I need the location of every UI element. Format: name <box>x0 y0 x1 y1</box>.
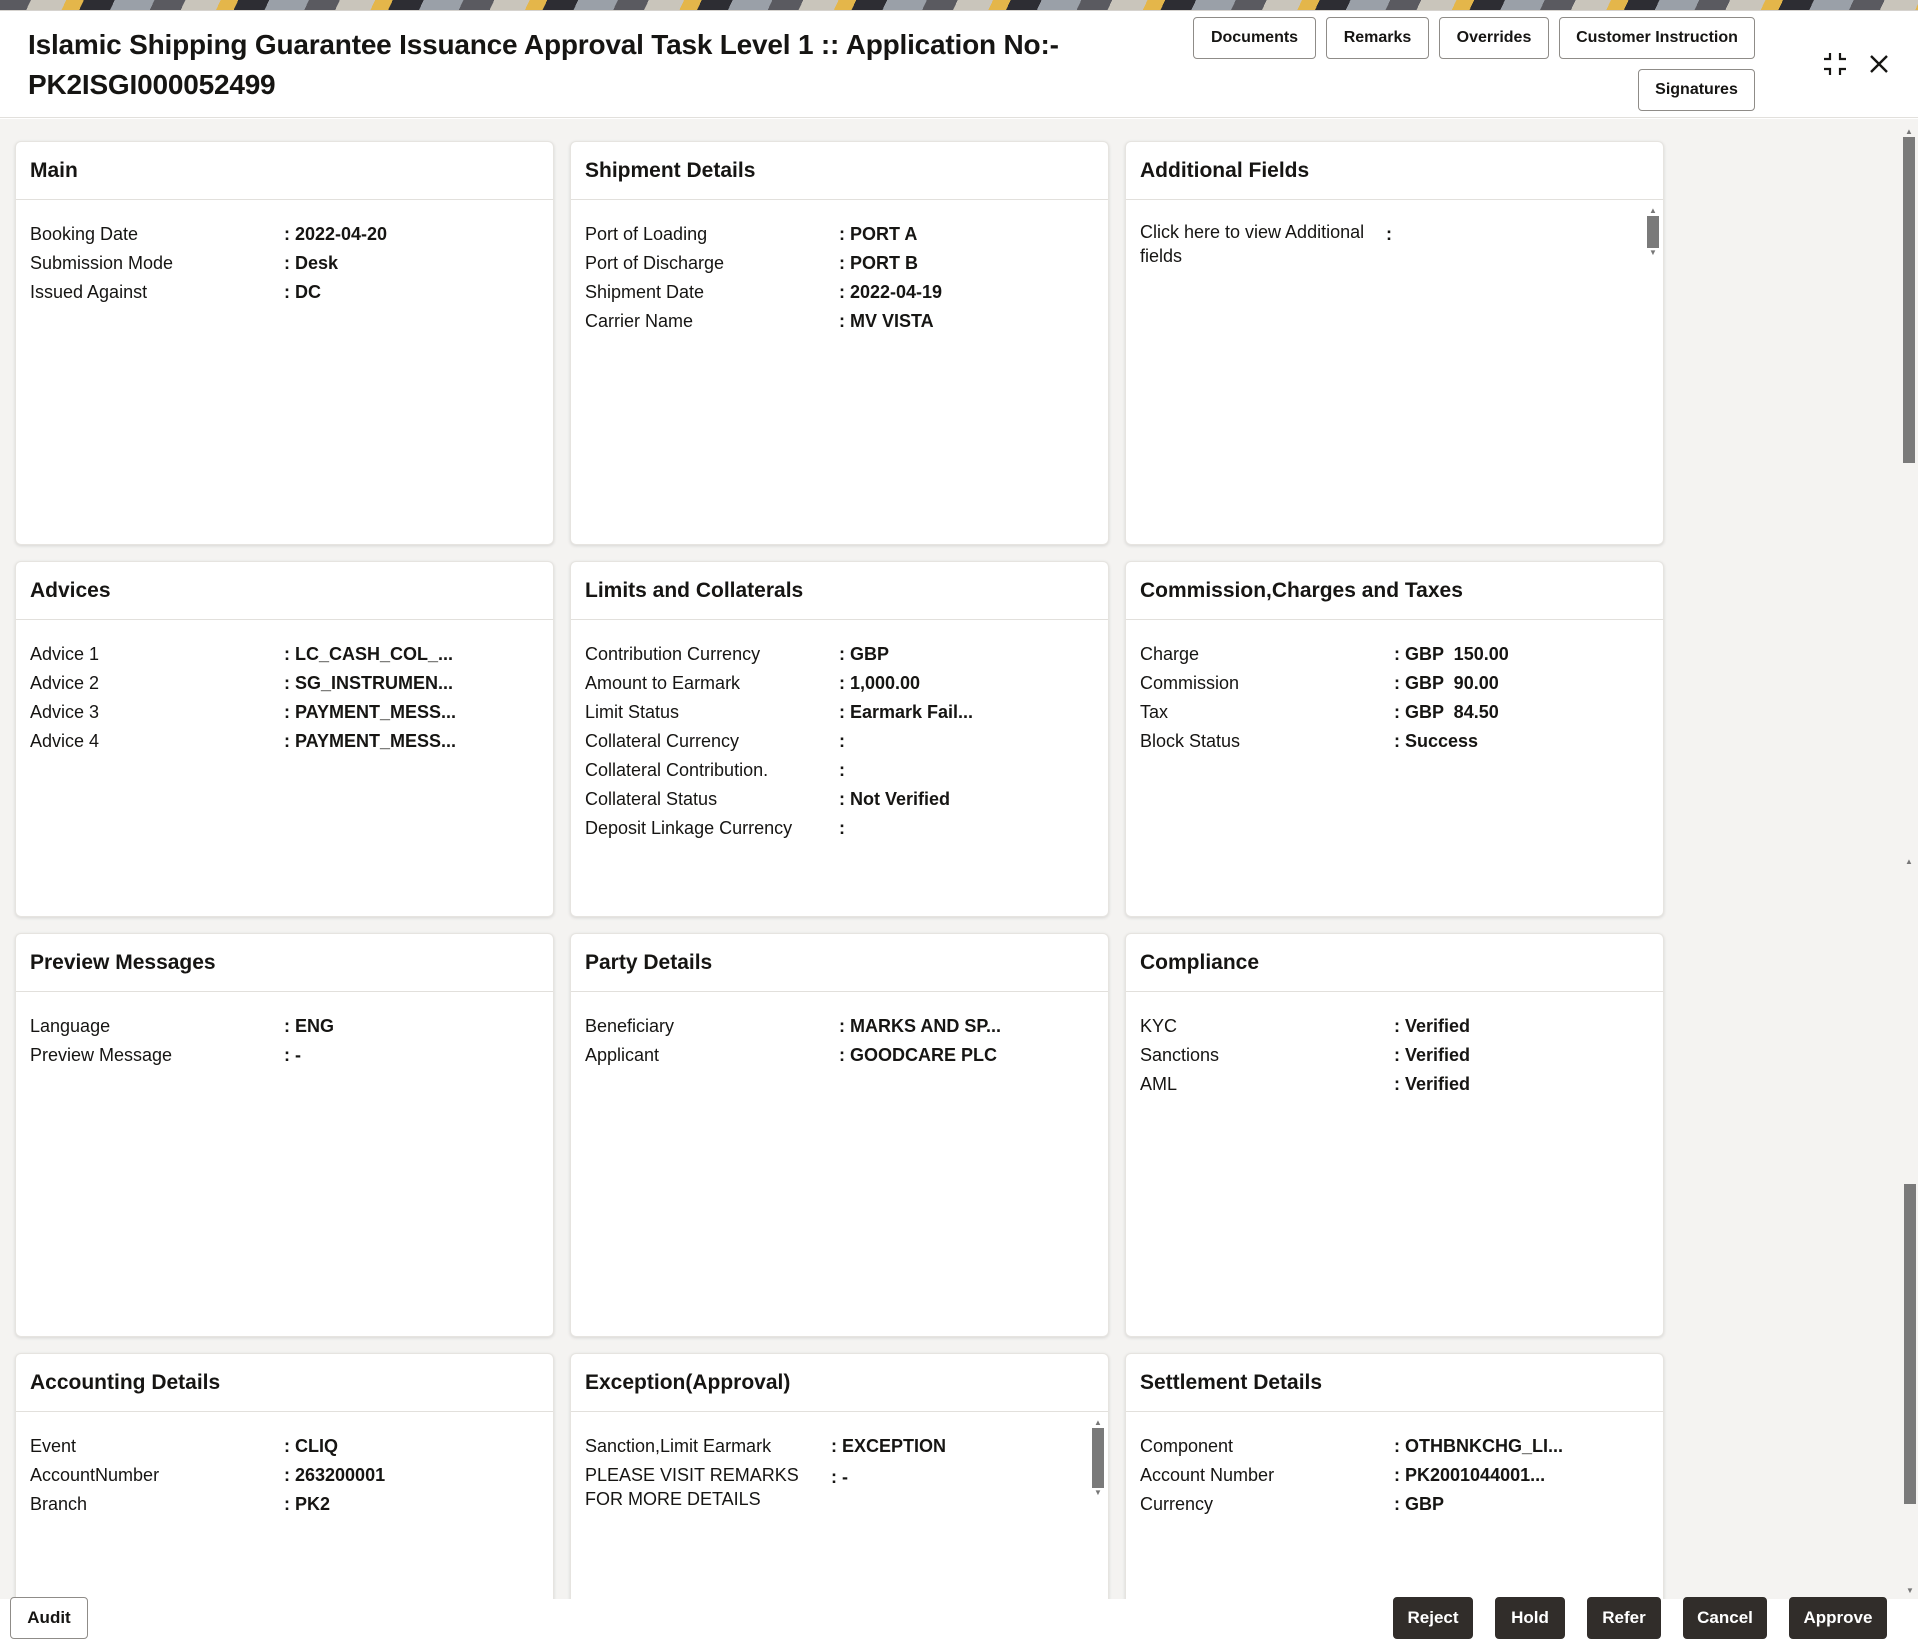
field-row[interactable] <box>1140 220 1649 268</box>
card-title: Exception(Approval) <box>571 1354 1108 1412</box>
field-row <box>1140 698 1649 727</box>
card-compliance[interactable] <box>1125 933 1664 1337</box>
field-row <box>585 698 1094 727</box>
customer-instruction-button[interactable]: Customer Instruction <box>1559 17 1755 59</box>
card-title: Compliance <box>1126 934 1663 992</box>
title-line-1: Islamic Shipping Guarantee Issuance Approval Task Level 1 :: Application No:- <box>28 29 1059 60</box>
field-label: Port of Discharge <box>585 253 725 273</box>
field-label: Issued Against <box>30 282 148 302</box>
field-label: Charge <box>1140 644 1200 664</box>
field-row <box>1140 1041 1649 1070</box>
field-value: : GBP 150.00 <box>1394 644 1509 664</box>
card-exception-approval[interactable] <box>570 1353 1109 1599</box>
field-label: Sanction,Limit Earmark <box>585 1436 772 1456</box>
minimize-icon[interactable] <box>1818 47 1852 81</box>
field-row <box>1140 1070 1649 1099</box>
audit-button[interactable]: Audit <box>10 1597 88 1639</box>
scroll-up-icon[interactable]: ▲ <box>1094 1418 1102 1427</box>
field-row <box>585 814 1094 843</box>
additional-fields-link[interactable]: Click here to view Additional fields <box>1140 222 1365 266</box>
field-label: Block Status <box>1140 731 1241 751</box>
scroll-thumb[interactable] <box>1904 1184 1916 1504</box>
field-value: : DC <box>284 282 321 302</box>
field-label: Beneficiary <box>585 1016 675 1036</box>
field-label: Limit Status <box>585 702 680 722</box>
field-label: Port of Loading <box>585 224 708 244</box>
application-number: PK2ISGI000052499 <box>28 69 276 100</box>
field-label: PLEASE VISIT REMARKS FOR MORE DETAILS <box>585 1465 799 1509</box>
field-value: : LC_CASH_COL_... <box>284 644 454 664</box>
field-row <box>30 220 539 249</box>
scroll-down-icon[interactable]: ▼ <box>1906 1586 1914 1595</box>
signatures-button[interactable]: Signatures <box>1638 69 1755 111</box>
field-label: Component <box>1140 1436 1234 1456</box>
field-label: Collateral Status <box>585 789 718 809</box>
field-label: Shipment Date <box>585 282 705 302</box>
field-value: : GBP 90.00 <box>1394 673 1499 693</box>
field-value: : ENG <box>284 1016 335 1036</box>
refer-button[interactable]: Refer <box>1587 1597 1661 1639</box>
card-party-details[interactable] <box>570 933 1109 1337</box>
field-row <box>1140 669 1649 698</box>
scroll-down-icon[interactable]: ▼ <box>1649 248 1657 257</box>
field-label: Preview Message <box>30 1045 173 1065</box>
field-value: : PK2001044001... <box>1394 1465 1546 1485</box>
field-row <box>585 785 1094 814</box>
field-row <box>30 1432 539 1461</box>
card-accounting-details[interactable] <box>15 1353 554 1599</box>
field-label: Booking Date <box>30 224 139 244</box>
field-value: : GBP 84.50 <box>1394 702 1499 722</box>
field-value: : <box>839 818 845 838</box>
field-value: : OTHBNKCHG_LI... <box>1394 1436 1563 1456</box>
field-label: Event <box>30 1436 77 1456</box>
remarks-button[interactable]: Remarks <box>1326 17 1429 59</box>
scroll-up-icon[interactable]: ▲ <box>1905 127 1913 136</box>
field-value: : <box>1386 224 1392 244</box>
field-row <box>585 756 1094 785</box>
field-row <box>1140 1461 1649 1490</box>
card-scrollbar[interactable] <box>1647 206 1659 258</box>
field-row <box>30 1461 539 1490</box>
field-value: : Verified <box>1394 1045 1471 1065</box>
overrides-button[interactable]: Overrides <box>1439 17 1549 59</box>
card-scrollbar[interactable] <box>1092 1418 1104 1498</box>
field-row <box>585 307 1094 336</box>
field-value: : PK2 <box>284 1494 331 1514</box>
field-label: Commission <box>1140 673 1240 693</box>
field-label: Submission Mode <box>30 253 174 273</box>
field-row <box>1140 727 1649 756</box>
field-row <box>1140 1012 1649 1041</box>
field-row <box>585 1463 1094 1511</box>
card-commission-charges-taxes[interactable] <box>1125 561 1664 917</box>
field-row <box>585 220 1094 249</box>
field-label: Advice 1 <box>30 644 100 664</box>
field-label: Advice 2 <box>30 673 100 693</box>
card-settlement-details[interactable] <box>1125 1353 1664 1599</box>
field-value: : MARKS AND SP... <box>839 1016 1002 1036</box>
card-title: Accounting Details <box>16 1354 553 1412</box>
field-label: Branch <box>30 1494 88 1514</box>
reject-button[interactable]: Reject <box>1393 1597 1473 1639</box>
field-value: : 2022-04-20 <box>284 224 388 244</box>
field-row <box>585 1432 1094 1461</box>
scroll-thumb[interactable] <box>1092 1428 1104 1488</box>
field-value: : PORT A <box>839 224 918 244</box>
approve-button[interactable]: Approve <box>1789 1597 1887 1639</box>
card-title: Shipment Details <box>571 142 1108 200</box>
card-title: Advices <box>16 562 553 620</box>
card-title: Settlement Details <box>1126 1354 1663 1412</box>
field-row <box>585 1012 1094 1041</box>
field-value: : GBP <box>1394 1494 1445 1514</box>
field-row <box>1140 1432 1649 1461</box>
field-label: Advice 3 <box>30 702 100 722</box>
field-row <box>30 1012 539 1041</box>
field-value: : Success <box>1394 731 1479 751</box>
field-value: : PAYMENT_MESS... <box>284 702 457 722</box>
field-label: Amount to Earmark <box>585 673 741 693</box>
field-label: AML <box>1140 1074 1178 1094</box>
field-row <box>1140 640 1649 669</box>
field-value: : Desk <box>284 253 339 273</box>
field-value: : <box>839 731 845 751</box>
scroll-up-icon[interactable]: ▲ <box>1649 206 1657 215</box>
field-label: KYC <box>1140 1016 1178 1036</box>
field-label: Contribution Currency <box>585 644 761 664</box>
card-limits-and-collaterals[interactable] <box>570 561 1109 917</box>
field-row <box>30 1041 539 1070</box>
field-value: : <box>839 760 845 780</box>
field-value: : MV VISTA <box>839 311 934 331</box>
scroll-thumb[interactable] <box>1647 216 1659 248</box>
card-title: Preview Messages <box>16 934 553 992</box>
field-row <box>30 278 539 307</box>
card-title: Limits and Collaterals <box>571 562 1108 620</box>
dialog-header <box>0 11 1918 118</box>
field-value: : PORT B <box>839 253 918 273</box>
field-value: : - <box>284 1045 301 1065</box>
upper-scrollbar[interactable] <box>1903 127 1915 967</box>
field-row <box>30 249 539 278</box>
field-value: : 1,000.00 <box>839 673 921 693</box>
field-value: : 2022-04-19 <box>839 282 943 302</box>
field-label: Tax <box>1140 702 1169 722</box>
approval-dialog <box>0 10 1918 1639</box>
field-value: : PAYMENT_MESS... <box>284 731 457 751</box>
field-label: Account Number <box>1140 1465 1275 1485</box>
card-advices[interactable] <box>15 561 554 917</box>
field-row <box>585 249 1094 278</box>
field-value: : Earmark Fail... <box>839 702 974 722</box>
field-row <box>30 1490 539 1519</box>
field-row <box>585 727 1094 756</box>
field-label: Deposit Linkage Currency <box>585 818 793 838</box>
card-preview-messages[interactable] <box>15 933 554 1337</box>
field-value: : Verified <box>1394 1016 1471 1036</box>
scroll-down-icon[interactable]: ▼ <box>1094 1488 1102 1497</box>
field-label: Applicant <box>585 1045 660 1065</box>
field-row <box>585 278 1094 307</box>
field-value: : 263200001 <box>284 1465 386 1485</box>
card-title: Additional Fields <box>1126 142 1663 200</box>
field-value: : Not Verified <box>839 789 951 809</box>
card-main[interactable] <box>15 141 554 545</box>
cancel-button[interactable]: Cancel <box>1683 1597 1767 1639</box>
card-title: Main <box>16 142 553 200</box>
field-row <box>30 669 539 698</box>
page-title <box>28 25 1128 105</box>
field-label: Carrier Name <box>585 311 694 331</box>
card-title: Commission,Charges and Taxes <box>1126 562 1663 620</box>
scroll-up-icon[interactable]: ▲ <box>1905 857 1913 866</box>
field-row <box>585 1041 1094 1070</box>
field-label: Collateral Contribution. <box>585 760 769 780</box>
field-row <box>30 698 539 727</box>
field-value: : - <box>831 1467 848 1487</box>
summary-content <box>0 119 1918 1599</box>
field-row <box>1140 1490 1649 1519</box>
field-row <box>30 727 539 756</box>
field-value: : EXCEPTION <box>831 1436 947 1456</box>
field-label: Currency <box>1140 1494 1214 1514</box>
field-row <box>585 669 1094 698</box>
field-label: Advice 4 <box>30 731 100 751</box>
hold-button[interactable]: Hold <box>1495 1597 1565 1639</box>
documents-button[interactable]: Documents <box>1193 17 1316 59</box>
close-icon[interactable] <box>1862 47 1896 81</box>
field-row <box>30 640 539 669</box>
card-title: Party Details <box>571 934 1108 992</box>
field-label: Collateral Currency <box>585 731 740 751</box>
field-row <box>585 640 1094 669</box>
field-label: Sanctions <box>1140 1045 1220 1065</box>
lower-scrollbar[interactable] <box>1904 1184 1916 1514</box>
field-label: Language <box>30 1016 111 1036</box>
field-value: : CLIQ <box>284 1436 338 1456</box>
field-label: AccountNumber <box>30 1465 160 1485</box>
background-banner <box>0 0 1918 10</box>
field-value: : SG_INSTRUMEN... <box>284 673 454 693</box>
field-value: : Verified <box>1394 1074 1471 1094</box>
field-value: : GOODCARE PLC <box>839 1045 998 1065</box>
field-value: : GBP <box>839 644 890 664</box>
card-shipment-details[interactable] <box>570 141 1109 545</box>
scroll-thumb[interactable] <box>1903 137 1915 463</box>
card-additional-fields[interactable] <box>1125 141 1664 545</box>
